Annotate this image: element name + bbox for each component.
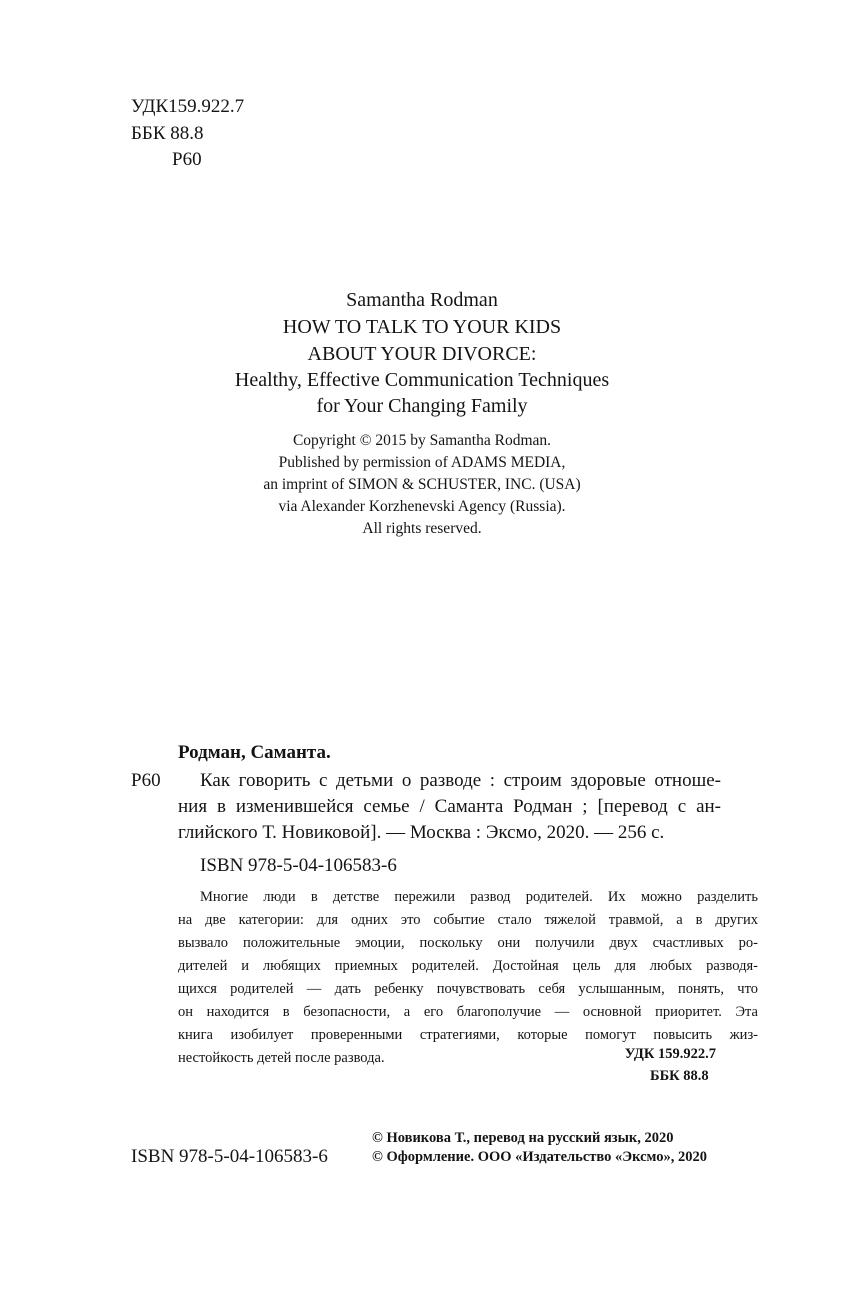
catalog-heading: Родман, Саманта.: [178, 742, 331, 763]
translation-copyright: © Новикова Т., перевод на русский язык, 2020: [372, 1130, 674, 1146]
design-copyright: © Оформление. ООО «Издательство «Эксмо», 2020: [372, 1149, 707, 1165]
annotation-line-6: он находится в безопасности, а его благополучие — основной приоритет. Эта: [178, 1004, 758, 1020]
footer-isbn: ISBN 978-5-04-106583-6: [131, 1146, 328, 1167]
original-title-line-1: HOW TO TALK TO YOUR KIDS: [282, 316, 562, 338]
original-title-line-2: ABOUT YOUR DIVORCE:: [307, 343, 537, 365]
annotation-line-7: книга изобилует проверенными стратегиями, которые помогут повысить жиз-: [178, 1027, 758, 1043]
copyright-line-1: Copyright © 2015 by Samantha Rodman.: [292, 432, 552, 449]
annotation-last-line: нестойкость детей после развода.: [178, 1050, 385, 1066]
annotation-line-2: на две категории: для одних это событие стало тяжелой травмой, а в других: [178, 912, 758, 928]
udk-code: УДК159.922.7: [131, 96, 245, 117]
catalog-entry-line-2: ния в изменившейся семье / Саманта Родман ; [перевод с ан-: [178, 796, 721, 817]
catalog-entry-line-3: глийского Т. Новиковой]. — Москва : Эксмо, 2020. — 256 с.: [178, 822, 665, 843]
author-mark: Р60: [172, 149, 202, 170]
catalog-entry-line-1: Как говорить с детьми о разводе : строим здоровые отноше-: [200, 770, 721, 791]
annotation-line-4: дителей и любящих приемных родителей. Достойная цель для любых разводя-: [178, 958, 758, 974]
bbk-code: ББК 88.8: [131, 123, 204, 144]
annotation-line-3: вызвало положительные эмоции, поскольку они получили двух счастливых ро-: [178, 935, 758, 951]
copyright-line-2: Published by permission of ADAMS MEDIA,: [278, 454, 566, 471]
annotation-line-5: щихся родителей — дать ребенку почувствовать себя услышанным, понять, что: [178, 981, 758, 997]
original-subtitle-line-2: for Your Changing Family: [316, 395, 528, 417]
annotation-line-1: Многие люди в детстве пережили развод родителей. Их можно разделить: [200, 889, 758, 905]
copyright-line-3: an imprint of SIMON & SCHUSTER, INC. (USA): [263, 476, 581, 493]
copyright-line-5: All rights reserved.: [362, 520, 482, 537]
original-subtitle-line-1: Healthy, Effective Communication Techniques: [234, 369, 610, 391]
bbk-code-bottom: ББК 88.8: [650, 1068, 709, 1084]
udk-code-bottom: УДК 159.922.7: [624, 1046, 716, 1062]
catalog-isbn: ISBN 978-5-04-106583-6: [200, 855, 397, 876]
copyright-line-4: via Alexander Korzhenevski Agency (Russia).: [278, 498, 566, 515]
original-author: Samantha Rodman: [346, 289, 498, 311]
catalog-code: Р60: [131, 770, 161, 791]
